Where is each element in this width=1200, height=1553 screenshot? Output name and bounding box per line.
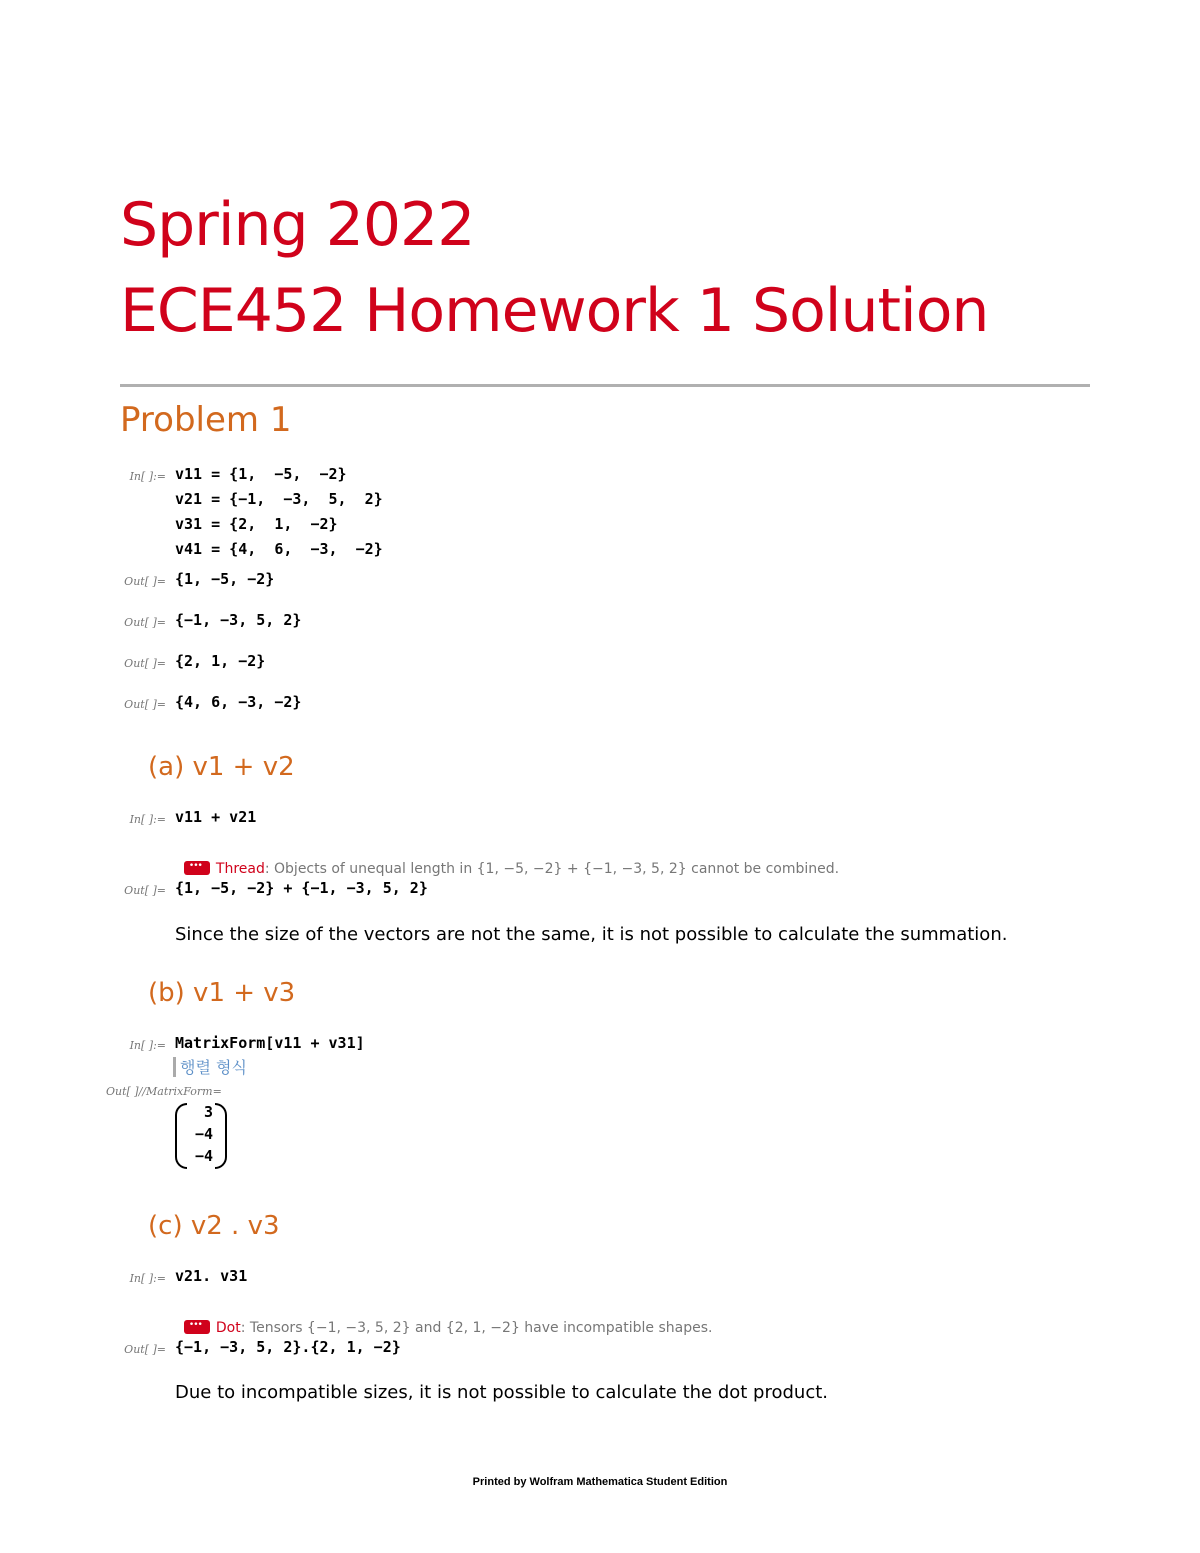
in-label: In[ ]:=	[129, 1272, 166, 1285]
matrixform-out-label: Out[ ]//MatrixForm=	[106, 1085, 222, 1098]
input-hint[interactable]: 행렬 형식	[180, 1058, 247, 1077]
output-v11: {1, −5, −2}	[175, 570, 275, 588]
message-text: : Objects of unequal length in {1, −5, −2} + {−1, −3, 5, 2} cannot be combined.	[264, 861, 840, 877]
matrix-left-bracket	[175, 1103, 187, 1169]
part-c-output: {−1, −3, 5, 2}.{2, 1, −2}	[175, 1338, 401, 1356]
output-v21: {−1, −3, 5, 2}	[175, 611, 302, 629]
part-b-input[interactable]: MatrixForm[v11 + v31]	[175, 1034, 365, 1052]
input-line-v41[interactable]: v41 = {4, 6, −3, −2}	[175, 540, 383, 558]
matrix-entry: −4	[194, 1125, 213, 1143]
input-line-v31[interactable]: v31 = {2, 1, −2}	[175, 515, 338, 533]
part-a-heading: (a) v1 + v2	[148, 752, 295, 782]
message-tag[interactable]: Dot	[215, 1320, 241, 1336]
message-menu-icon[interactable]	[184, 861, 210, 875]
title-line-1: Spring 2022	[120, 190, 475, 260]
message-text: : Tensors {−1, −3, 5, 2} and {2, 1, −2} have incompatible shapes.	[240, 1320, 713, 1336]
part-c-heading: (c) v2 . v3	[148, 1211, 280, 1241]
out-label: Out[ ]=	[124, 1343, 166, 1356]
part-a-note: Since the size of the vectors are not the same, it is not possible to calculate the summation.	[175, 924, 1008, 945]
message-tag[interactable]: Thread	[215, 861, 265, 877]
title-line-2: ECE452 Homework 1 Solution	[120, 276, 989, 346]
input-line-v21[interactable]: v21 = {−1, −3, 5, 2}	[175, 490, 383, 508]
title-divider	[120, 384, 1090, 387]
out-label: Out[ ]=	[124, 657, 166, 670]
part-c-message	[175, 1304, 712, 1336]
out-label: Out[ ]=	[124, 575, 166, 588]
in-label: In[ ]:=	[129, 813, 166, 826]
hint-bracket	[173, 1057, 176, 1077]
matrix-right-bracket	[215, 1103, 227, 1169]
problem-1-heading: Problem 1	[120, 400, 292, 440]
in-label: In[ ]:=	[129, 470, 166, 483]
input-line-v11[interactable]: v11 = {1, −5, −2}	[175, 465, 347, 483]
output-v31: {2, 1, −2}	[175, 652, 266, 670]
part-a-message	[175, 845, 839, 877]
part-c-note: Due to incompatible sizes, it is not possible to calculate the dot product.	[175, 1382, 829, 1403]
output-v41: {4, 6, −3, −2}	[175, 693, 302, 711]
out-label: Out[ ]=	[124, 884, 166, 897]
part-a-input[interactable]: v11 + v21	[175, 808, 257, 826]
out-label: Out[ ]=	[124, 616, 166, 629]
matrix-entry: 3	[203, 1103, 213, 1121]
matrix-entry: −4	[194, 1147, 213, 1165]
part-b-heading: (b) v1 + v3	[148, 978, 296, 1008]
result-matrix	[175, 1103, 227, 1169]
part-a-output: {1, −5, −2} + {−1, −3, 5, 2}	[175, 879, 428, 897]
in-label: In[ ]:=	[129, 1039, 166, 1052]
part-c-input[interactable]: v21. v31	[175, 1267, 248, 1285]
print-footer: Printed by Wolfram Mathematica Student Edition	[472, 1476, 728, 1488]
message-menu-icon[interactable]	[184, 1320, 210, 1334]
out-label: Out[ ]=	[124, 698, 166, 711]
